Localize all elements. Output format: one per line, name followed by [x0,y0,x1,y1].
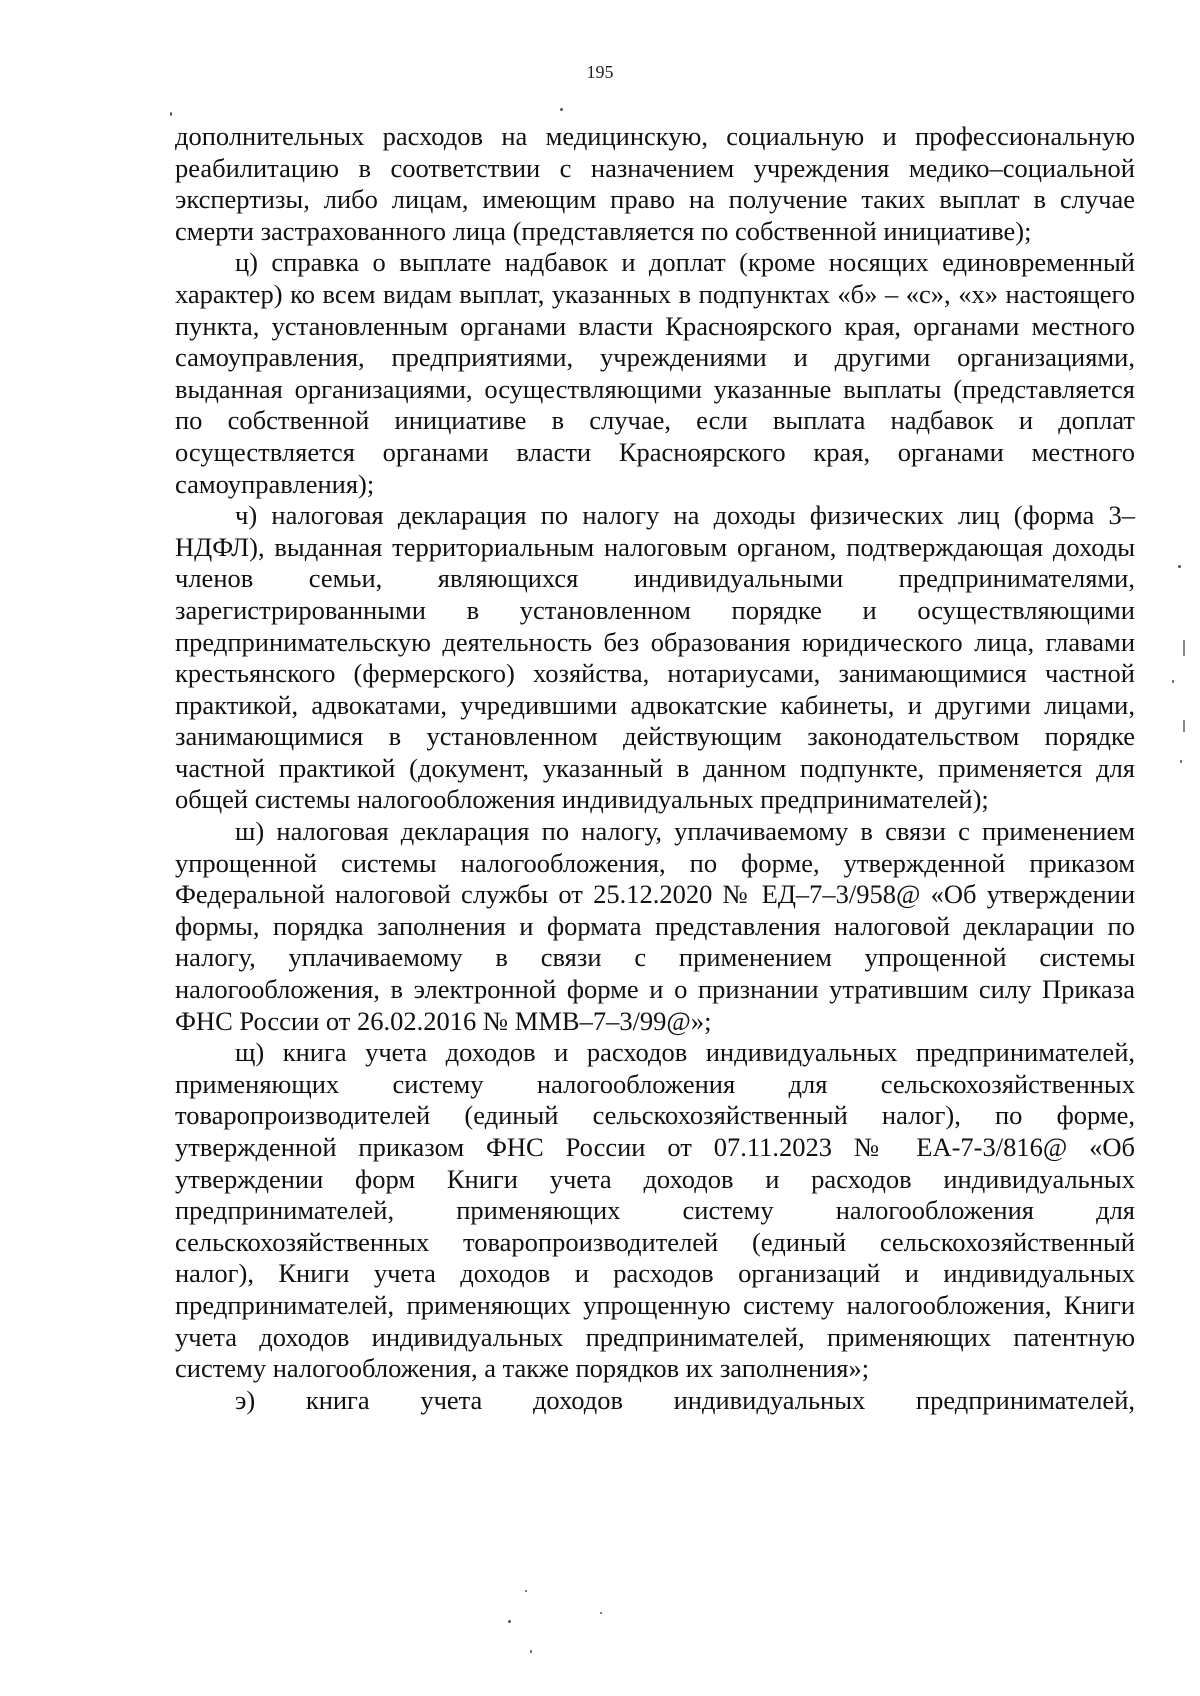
scan-speck [525,1590,527,1592]
scan-speck [508,1620,511,1623]
scan-speck [600,1612,602,1614]
page-number: 195 [586,62,614,82]
paragraph-item-shch: щ) книга учета доходов и расходов индивидуальных предпринимателей, применяющих систему налогообложения для сельскохозяйственных товаропроизводителей (единый сельскохозяйственный налог), по форме, утвержденной приказом ФНС России от 07.11.2023 № ЕА-7-3/816@ «Об утверждении форм Книги учета доходов и расходов индивидуальных предпринимателей, применяющих систему налогообложения для сельскохозяйственных товаропроизводителей (единый сельскохозяйственный налог), Книги учета доходов и расходов организаций и индивидуальных предпринимателей, применяющих упрощенную систему налогообложения, Книги учета доходов индивидуальных предпринимателей, применяющих патентную систему налогообложения, а также порядков их заполнения»; [175,1037,1135,1384]
scan-speck [1178,565,1181,568]
paragraph-continuation: дополнительных расходов на медицинскую, социальную и профессиональную реабилитацию в соответствии с назначением учреждения медико–социальной экспертизы, либо лицам, имеющим право на получение таких выплат в случае смерти застрахованного лица (представляется по собственной инициативе); [175,121,1135,246]
scan-speck [560,108,563,111]
scan-speck [530,1650,532,1653]
scan-edge-mark [1183,720,1185,732]
scan-speck [1180,760,1182,763]
paragraph-item-ts: ц) справка о выплате надбавок и доплат (кроме носящих единовременный характер) ко всем видам выплат, указанных в подпунктах «б» – «с», «х» настоящего пункта, установленным органами власти Красноярского края, органами местного самоуправления, предприятиями, учреждениями и другими организациями, выданная организациями, осуществляющими указанные выплаты (представляется по собственной инициативе в случае, если выплата надбавок и доплат осуществляется органами власти Красноярского края, органами местного самоуправления); [175,247,1135,499]
scan-speck [170,112,172,116]
paragraph-item-ch: ч) налоговая декларация по налогу на доходы физических лиц (форма 3–НДФЛ), выданная территориальным налоговым органом, подтверждающая доходы членов семьи, являющихся индивидуальными предпринимателями, зарегистрированными в установленном порядке и осуществляющими предпринимательскую деятельность без образования юридического лица, главами крестьянского (фермерского) хозяйства, нотариусами, занимающимися частной практикой, адвокатами, учредившими адвокатские кабинеты, и другими лицами, занимающимися в установленном действующим законодательством порядке частной практикой (документ, указанный в данном подпункте, применяется для общей системы налогообложения индивидуальных предпринимателей); [175,500,1135,815]
paragraph-item-sh: ш) налоговая декларация по налогу, уплачиваемому в связи с применением упрощенной системы налогообложения, по форме, утвержденной приказом Федеральной налоговой службы от 25.12.2020 № ЕД–7–3/958@ «Об утверждении формы, порядка заполнения и формата представления налоговой декларации по налогу, уплачиваемому в связи с применением упрощенной системы налогообложения, в электронной форме и о признании утратившим силу Приказа ФНС России от 26.02.2016 № ММВ–7–3/99@»; [175,816,1135,1036]
document-body [175,121,1135,1416]
scan-edge-mark [1183,640,1185,656]
scan-speck [1172,680,1174,683]
paragraph-item-e: э) книга учета доходов индивидуальных предпринимателей, [235,1384,1135,1415]
